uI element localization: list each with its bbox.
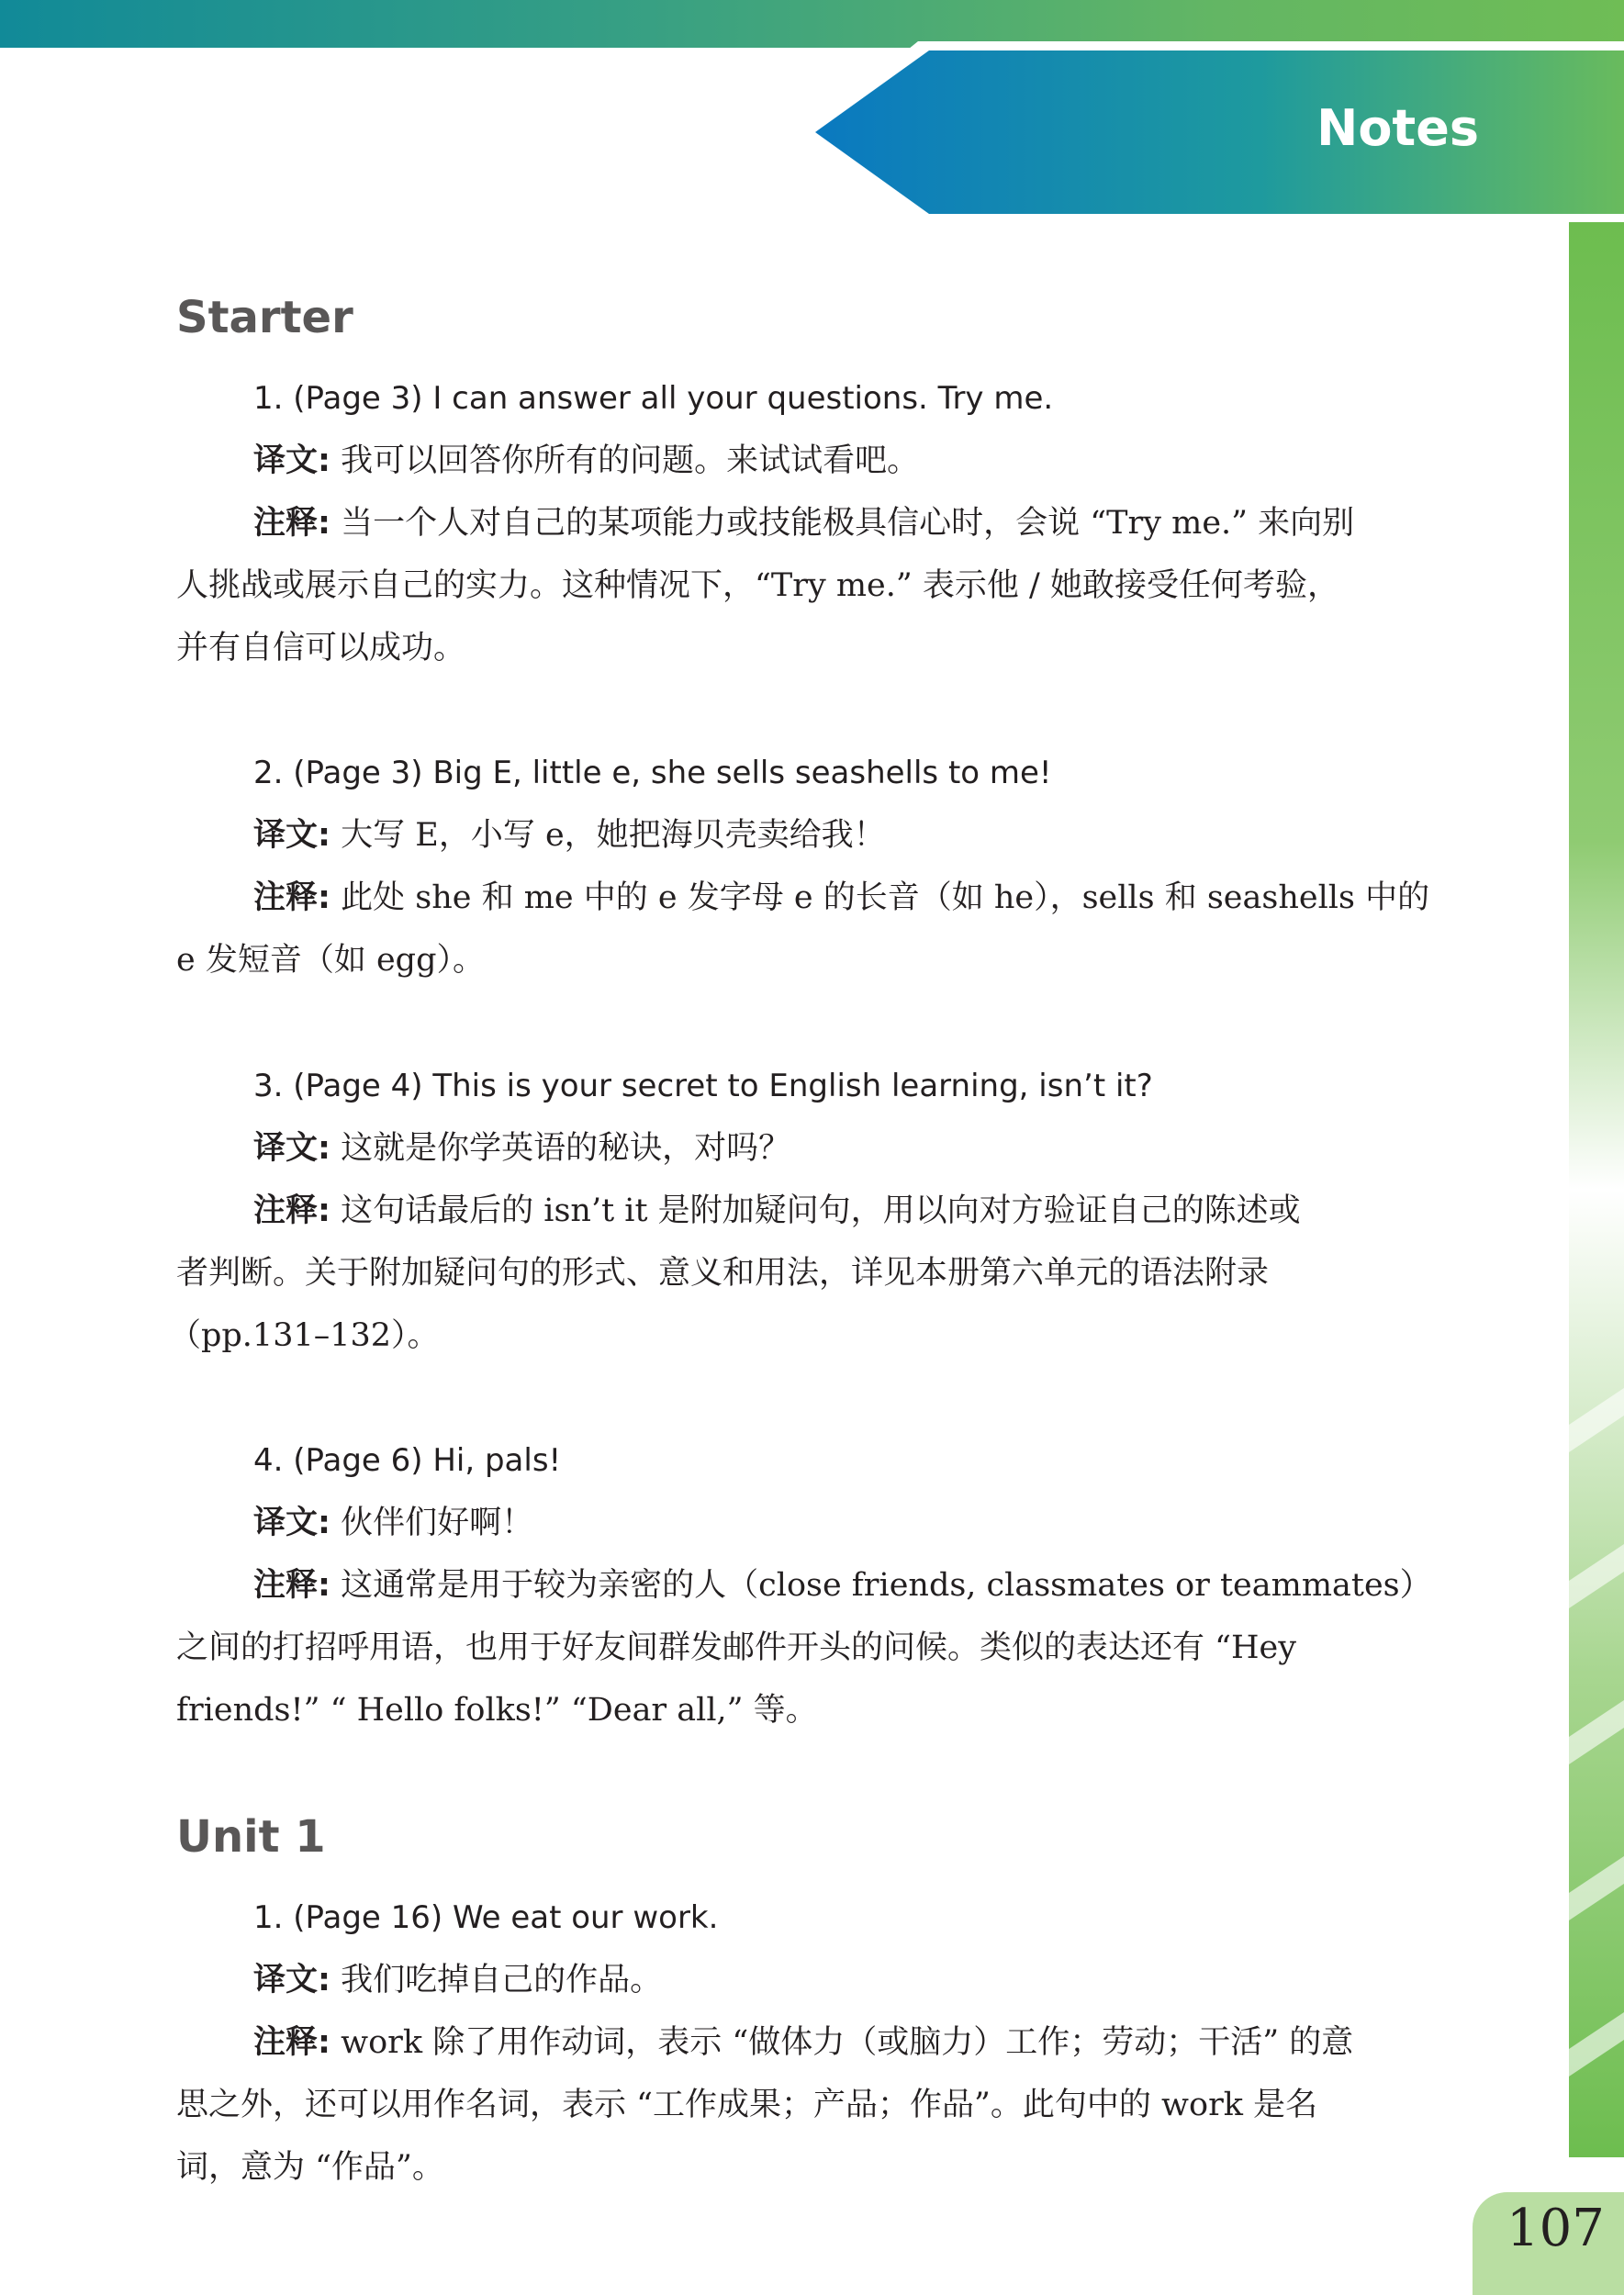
page-number: 107: [1506, 2199, 1605, 2258]
note-line: 思之外，还可以用作名词，表示 “工作成果；产品；作品”。此句中的 work 是名: [176, 2087, 1318, 2123]
note-line: 词，意为 “作品”。: [176, 2149, 444, 2186]
note-line: （pp.131–132）。: [169, 1317, 440, 1354]
translation-text: 伙伴们好啊！: [341, 1505, 534, 1541]
translation-label: 译文:: [253, 442, 330, 479]
section-title-unit-1: Unit 1: [176, 1811, 326, 1863]
translation-label: 译文:: [253, 1505, 330, 1541]
note-line: e 发短音（如 egg）。: [176, 942, 485, 979]
page-header-title: Notes: [1316, 99, 1479, 157]
translation-line: [253, 1130, 791, 1167]
note-line: [253, 1192, 1301, 1229]
note-text: 这句话最后的 isn’t it 是附加疑问句，用以向对方验证自己的陈述或: [341, 1192, 1301, 1229]
note-text: 此处 she 和 me 中的 e 发字母 e 的长音（如 he），sells 和 seashells 中的: [341, 879, 1430, 916]
note-line: friends!” “ Hello folks!” “Dear all,” 等。: [176, 1692, 818, 1729]
translation-label: 译文:: [253, 817, 330, 854]
note-heading: 1. (Page 3) I can answer all your questions. Try me.: [253, 380, 1054, 417]
translation-text: 大写 E，小写 e，她把海贝壳卖给我！: [341, 817, 886, 854]
note-line: 者判断。关于附加疑问句的形式、意义和用法，详见本册第六单元的语法附录: [176, 1255, 1270, 1292]
note-text: 这通常是用于较为亲密的人（close friends, classmates or teammates）: [341, 1567, 1432, 1604]
note-text: work 除了用作动词，表示 “做体力（或脑力）工作；劳动；干活” 的意: [341, 2024, 1354, 2061]
translation-text: 这就是你学英语的秘诀，对吗？: [341, 1130, 791, 1167]
note-heading: 3. (Page 4) This is your secret to English learning, isn’t it?: [253, 1068, 1153, 1104]
translation-line: [253, 1507, 533, 1539]
note-line: [253, 879, 1430, 916]
translation-text: 我可以回答你所有的问题。来试试看吧。: [341, 442, 920, 479]
note-line: 之间的打招呼用语，也用于好友间群发邮件开头的问候。类似的表达还有 “Hey: [176, 1629, 1297, 1666]
note-line: 人挑战或展示自己的实力。这种情况下，“Try me.” 表示他 / 她敢接受任何考验，: [176, 567, 1339, 604]
note-label: 注释:: [253, 505, 330, 542]
note-label: 注释:: [253, 2024, 330, 2061]
note-line: [253, 2024, 1354, 2061]
translation-text: 我们吃掉自己的作品。: [341, 1962, 663, 1998]
note-text: 当一个人对自己的某项能力或技能极具信心时，会说 “Try me.” 来向别: [341, 505, 1355, 542]
section-title-starter: Starter: [176, 292, 353, 343]
side-decoration-bar: [1569, 222, 1624, 2157]
note-line: 并有自信可以成功。: [176, 630, 466, 666]
note-heading: 4. (Page 6) Hi, pals!: [253, 1442, 562, 1479]
note-label: 注释:: [253, 879, 330, 916]
translation-line: [253, 1962, 663, 1998]
note-label: 注释:: [253, 1192, 330, 1229]
note-heading: 2. (Page 3) Big E, little e, she sells seashells to me!: [253, 755, 1052, 791]
translation-line: [253, 442, 920, 479]
note-label: 注释:: [253, 1567, 330, 1604]
note-line: [253, 505, 1355, 542]
note-heading: 1. (Page 16) We eat our work.: [253, 1899, 719, 1936]
translation-line: [253, 817, 886, 854]
note-line: [253, 1567, 1432, 1604]
translation-label: 译文:: [253, 1130, 330, 1167]
translation-label: 译文:: [253, 1962, 330, 1998]
